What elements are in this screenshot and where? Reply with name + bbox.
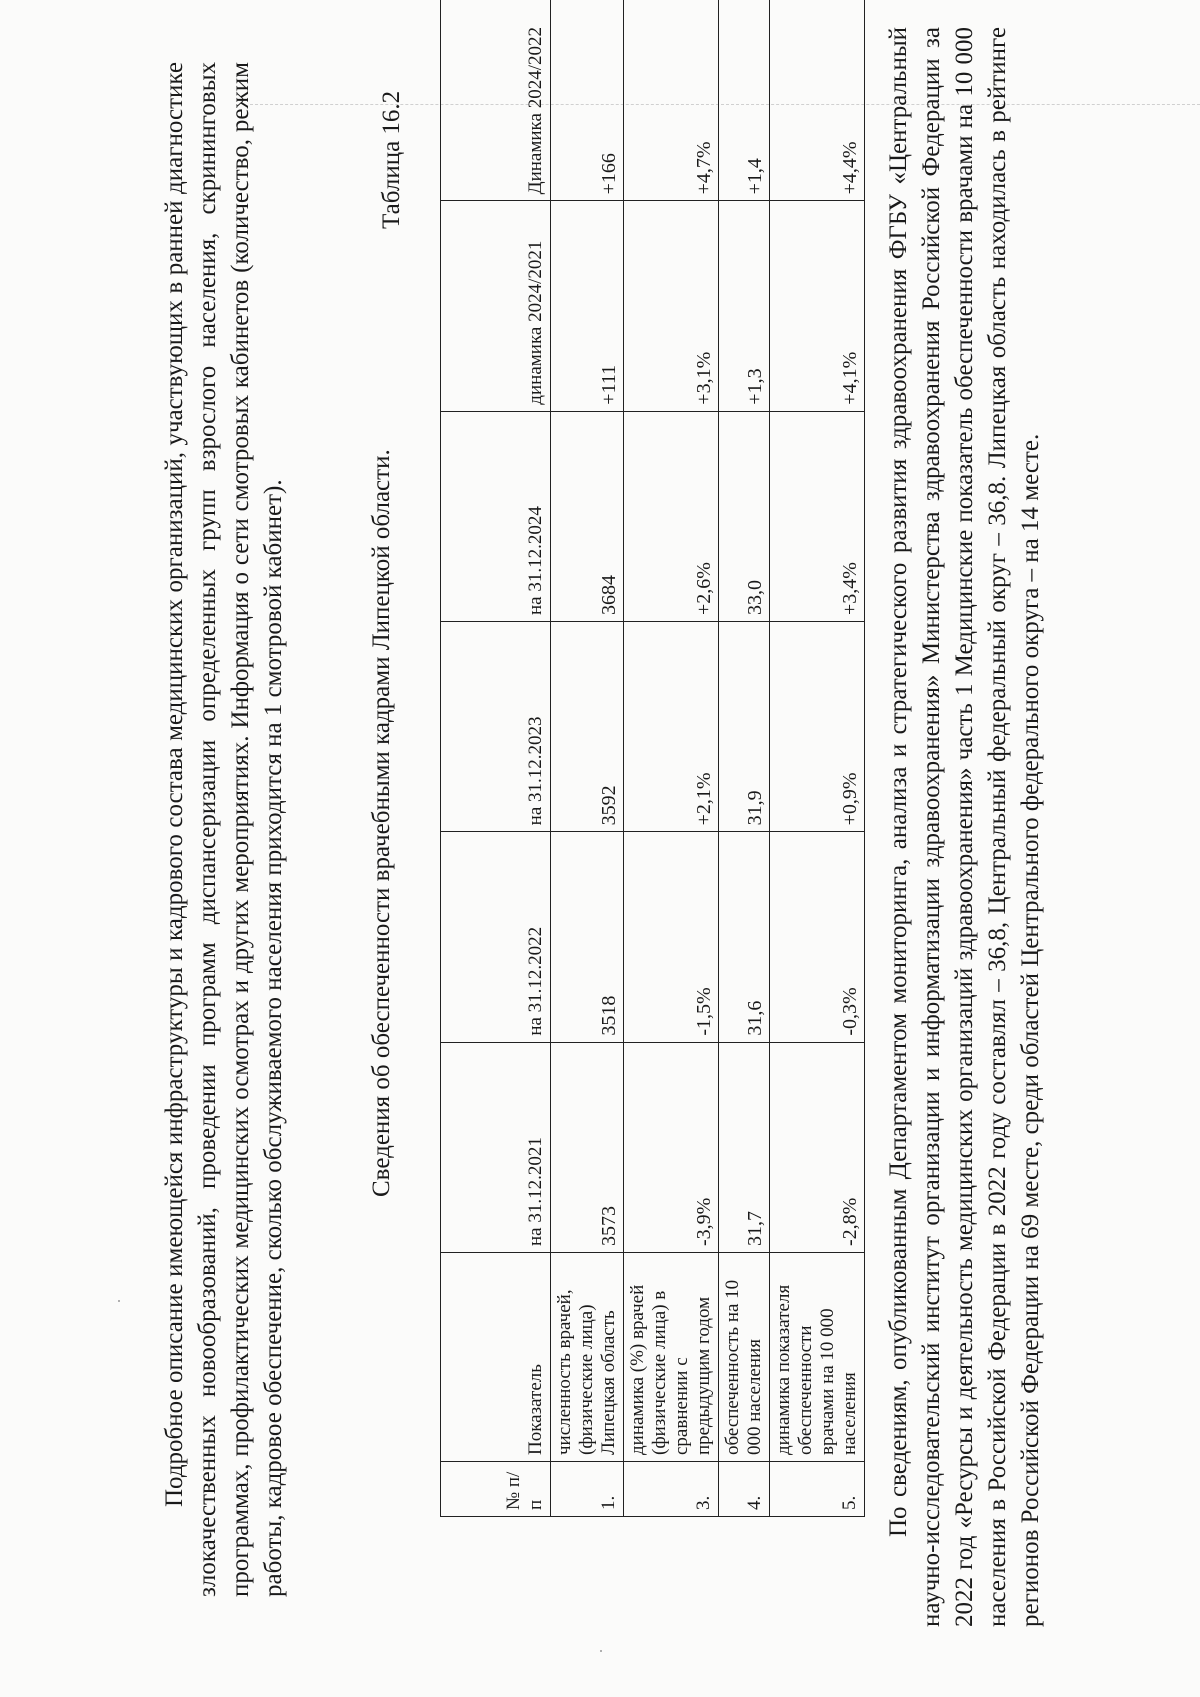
table-row <box>551 0 624 1517</box>
table-row <box>624 0 719 1517</box>
table-cell: -2,8% <box>770 1042 865 1252</box>
row-number: 1. <box>551 1462 624 1517</box>
table-cell: +0,9% <box>770 622 865 832</box>
table-cell: +3,4% <box>770 411 865 621</box>
table-cell: 31,7 <box>719 1042 770 1252</box>
table-header-row <box>441 0 551 1517</box>
table-cell: +1,4 <box>719 0 770 201</box>
table-row <box>719 0 770 1517</box>
table-cell: 3684 <box>551 411 624 621</box>
table-cell: +3,1% <box>624 201 719 411</box>
row-number: 3. <box>624 1462 719 1517</box>
header-cell: на 31.12.2022 <box>441 832 551 1042</box>
table-cell: +4,4% <box>770 0 865 201</box>
row-indicator: динамика показателя обеспеченности врачами на 10 000 населения <box>770 1253 865 1462</box>
intro-paragraph: Подробное описание имеющейся инфраструктуры и кадрового состава медицинских организаций, участвующих в ранней диагностике злокачественных новообразований, проведении программ диспансеризации определенных групп взрослого населения, скрининговых программах, профилактических медицинских осмотрах и других мероприятиях. Информация о сети смотровых кабинетов (количество, режим работы, кадровое обеспечение, сколько обслуживаемого населения приходится на 1 смотровой кабинет). <box>161 62 287 1597</box>
table-cell: +2,1% <box>624 622 719 832</box>
table-cell: +2,6% <box>624 411 719 621</box>
second-paragraph: По сведениям, опубликованным Департаментом мониторинга, анализа и стратегического развития здравоохранения ФГБУ «Центральный научно-исследовательский институт организации и информатизации здравоохранения» Министерства здравоохранения Российской Федерации за 2022 год «Ресурсы и деятельность медицинских организаций здравоохранения» часть 1 Медицинские показатель обеспеченности врачами на 10 000 населения в Российской Федерации в 2022 году составлял – 36,8, Центральный федеральный округ – 36,8. Липецкая область находилась в рейтинге регионов Российской Федерации на 69 месте, среди областей Центрального федерального округа – на 14 месте. <box>885 27 1044 1627</box>
table-cell: 31,6 <box>719 832 770 1042</box>
table-caption: Сведения об обеспеченности врачебными кадрами Липецкой области. <box>368 449 395 1197</box>
table-cell: +111 <box>551 201 624 411</box>
table-cell: 31,9 <box>719 622 770 832</box>
table-row <box>770 0 865 1517</box>
header-cell: на 31.12.2023 <box>441 622 551 832</box>
table-cell: +166 <box>551 0 624 201</box>
row-number: 4. <box>719 1462 770 1517</box>
table-cell: +1,3 <box>719 201 770 411</box>
table-cell: -1,5% <box>624 832 719 1042</box>
header-cell: на 31.12.2021 <box>441 1042 551 1252</box>
table-cell: -3,9% <box>624 1042 719 1252</box>
header-cell: Показатель <box>441 1253 551 1462</box>
staffing-table <box>440 0 865 1517</box>
header-cell: Динамика 2024/2022 <box>441 0 551 201</box>
table-cell: 3573 <box>551 1042 624 1252</box>
table-cell: -0,3% <box>770 832 865 1042</box>
row-indicator: обеспеченность на 10 000 населения <box>719 1253 770 1462</box>
row-indicator: динамика (%) врачей (физические лица) в сравнении с предыдущим годом <box>624 1253 719 1462</box>
table-cell: 33,0 <box>719 411 770 621</box>
table-cell: +4,1% <box>770 201 865 411</box>
row-number: 5. <box>770 1462 865 1517</box>
header-cell: № п/п <box>441 1462 551 1517</box>
row-indicator: численность врачей, (физические лица) Липецкая область <box>551 1253 624 1462</box>
header-cell: динамика 2024/2021 <box>441 201 551 411</box>
table-cell: 3518 <box>551 832 624 1042</box>
header-cell: на 31.12.2024 <box>441 411 551 621</box>
table-cell: 3592 <box>551 622 624 832</box>
table-label: Таблица 16.2 <box>378 90 405 229</box>
table-cell: +4,7% <box>624 0 719 201</box>
